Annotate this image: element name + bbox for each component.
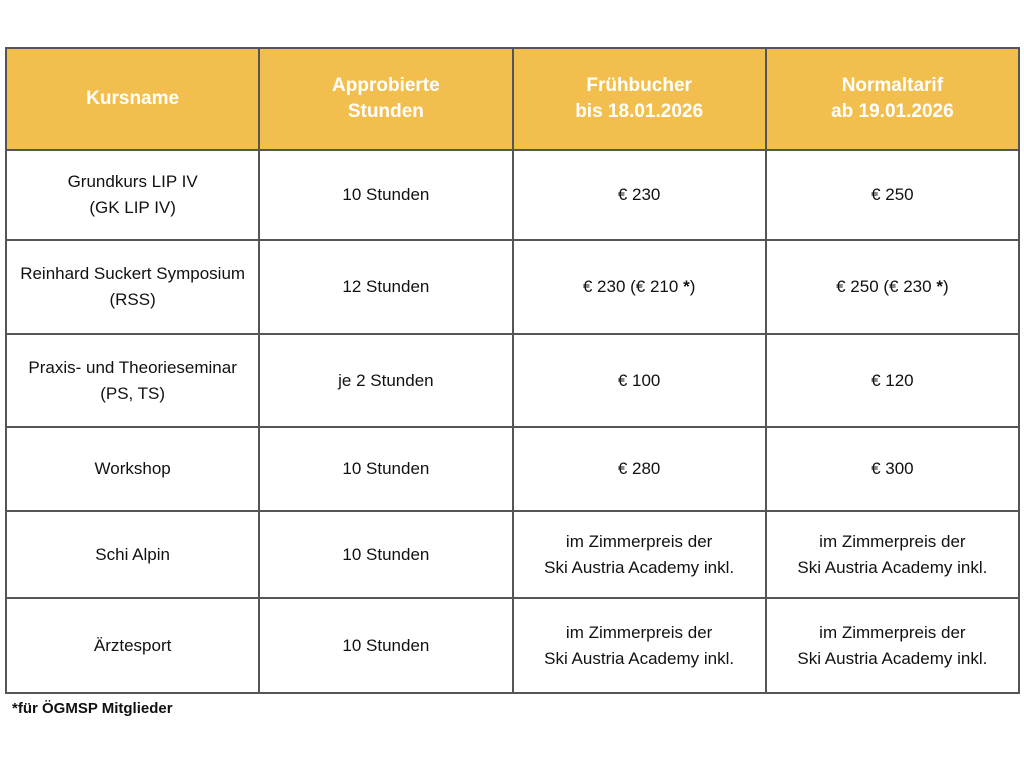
normal-price-line-1: im Zimmerpreis der [819,531,966,551]
normal-price-line-1: im Zimmerpreis der [819,622,966,642]
header-fruehbucher-line-2: bis 18.01.2026 [575,101,704,122]
normal-price-cell: € 250 [766,150,1019,240]
course-name-cell [6,511,259,598]
early-price-cell: € 230 [513,150,766,240]
header-normaltarif-line-2: ab 19.01.2026 [831,101,954,122]
early-price-cell [513,598,766,693]
table-header-row [6,48,1019,150]
course-name-cell [6,427,259,511]
hours-cell: je 2 Stunden [259,334,512,427]
early-price-cell: € 280 [513,427,766,511]
hours-cell: 10 Stunden [259,598,512,693]
header-normaltarif [766,48,1019,150]
table-row [6,334,1019,427]
price-table [5,47,1020,694]
course-name-line-1: Ärztesport [93,635,172,655]
early-price-cell [513,511,766,598]
normal-price-cell: € 120 [766,334,1019,427]
normal-price-line-2: Ski Austria Academy inkl. [797,557,988,577]
normal-price-cell: € 300 [766,427,1019,511]
header-fruehbucher [513,48,766,150]
normal-price-cell [766,598,1019,693]
header-approbierte-line-2: Stunden [347,101,424,122]
normal-price-cell [766,240,1019,334]
course-name-line-2: (RSS) [109,290,156,309]
table-row [6,427,1019,511]
hours-cell: 12 Stunden [259,240,512,334]
course-name-cell [6,598,259,693]
header-normaltarif-line-1: Normaltarif [841,75,944,96]
table-row [6,598,1019,693]
course-name-cell [6,334,259,427]
early-price-line-1: im Zimmerpreis der [565,622,713,642]
header-approbierte-stunden [259,48,512,150]
hours-cell: 10 Stunden [259,427,512,511]
table-row [6,150,1019,240]
course-name-line-2: (PS, TS) [100,383,166,403]
early-price-cell [513,240,766,334]
early-price-line-2: Ski Austria Academy inkl. [544,557,735,577]
course-name-cell [6,240,259,334]
member-asterisk: * [936,277,943,296]
header-approbierte-line-1: Approbierte [332,75,440,96]
course-name-cell [6,150,259,240]
header-fruehbucher-line-1: Frühbucher [586,75,692,96]
normal-price-main: € 250 (€ 230 [836,277,937,296]
price-table-container [5,47,1020,694]
header-kursname-line-1: Kursname [86,88,180,109]
course-name-line-1: Praxis- und Theorieseminar [28,357,237,377]
hours-cell: 10 Stunden [259,150,512,240]
normal-price-cell [766,511,1019,598]
early-price-line-2: Ski Austria Academy inkl. [544,648,735,668]
early-price-main: € 230 (€ 210 [582,277,684,296]
course-name-line-1: Reinhard Suckert Symposium [20,264,246,283]
early-price-line-1: im Zimmerpreis der [565,531,713,551]
table-row [6,240,1019,334]
header-kursname [6,48,259,150]
early-price-close: ) [689,277,696,296]
hours-cell: 10 Stunden [259,511,512,598]
early-price-cell: € 100 [513,334,766,427]
course-name-line-2: (GK LIP IV) [89,198,176,217]
member-asterisk: * [683,277,690,296]
course-name-line-1: Workshop [94,459,171,478]
table-row [6,511,1019,598]
member-footnote: *für ÖGMSP Mitglieder [12,700,173,717]
normal-price-line-2: Ski Austria Academy inkl. [797,648,988,668]
course-name-line-1: Schi Alpin [95,544,170,564]
course-name-line-1: Grundkurs LIP IV [67,172,198,191]
normal-price-close: ) [942,277,949,296]
